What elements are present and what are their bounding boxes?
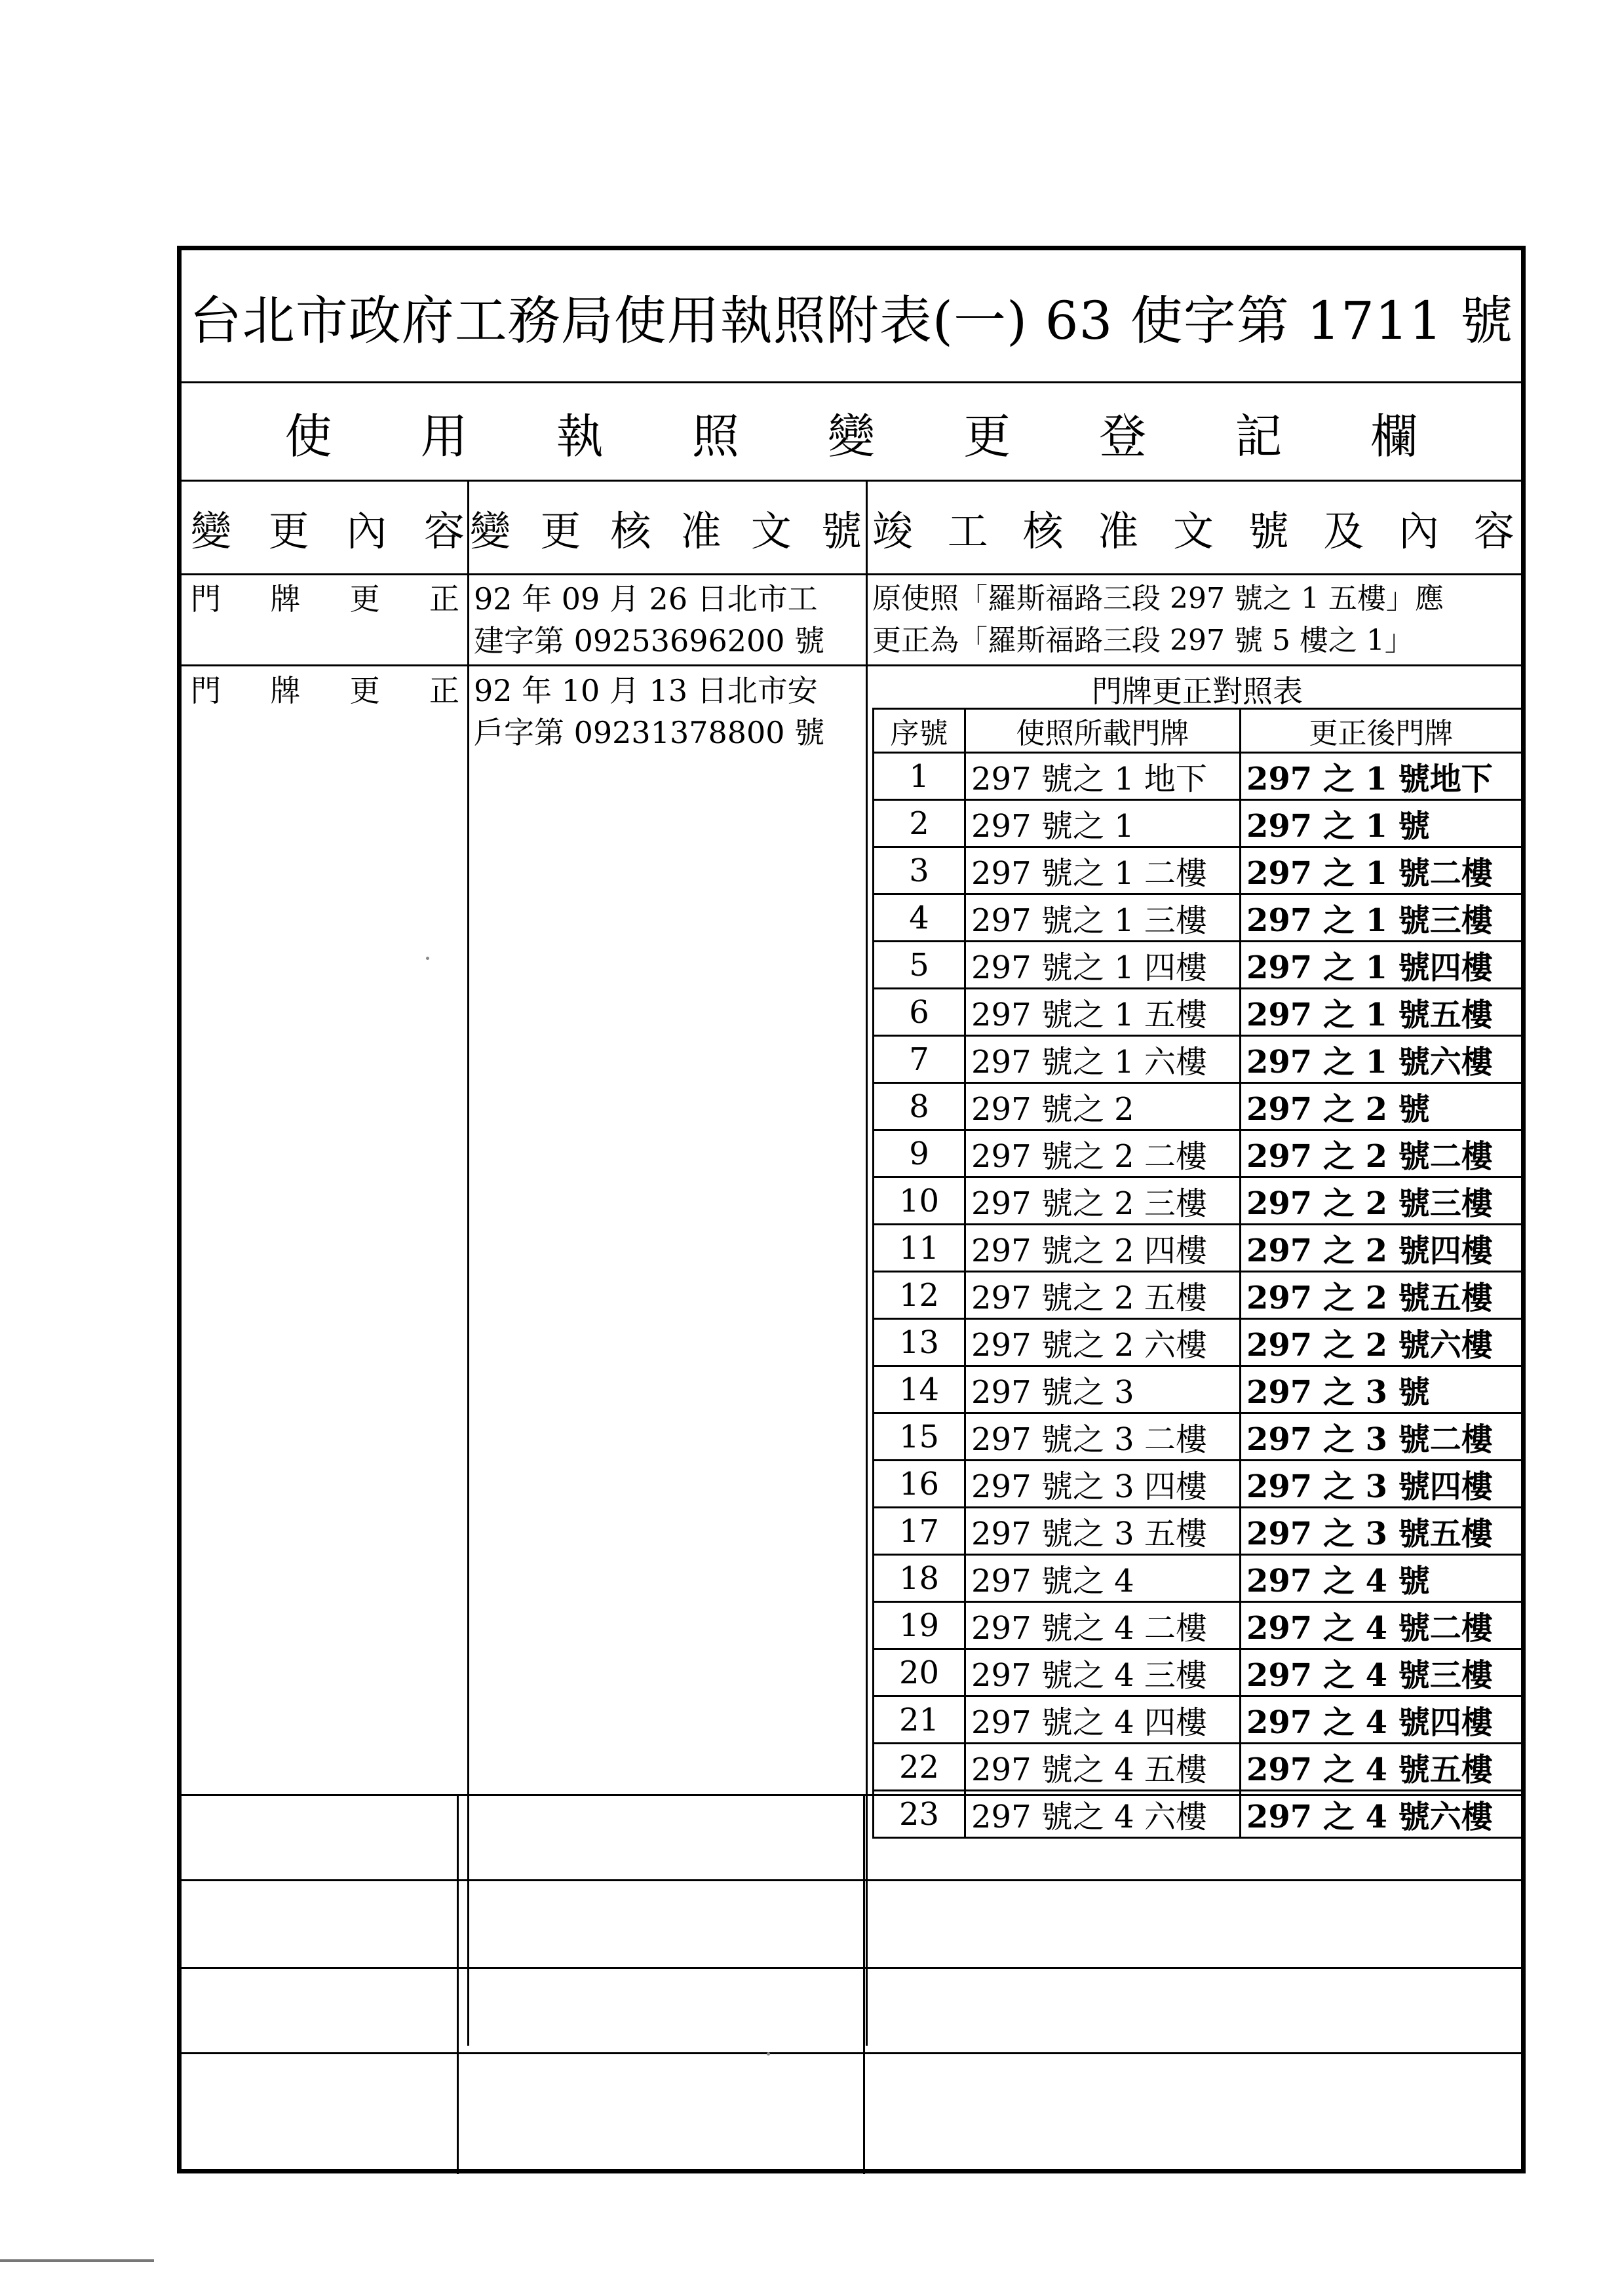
section-header-char: 登 bbox=[1099, 409, 1147, 464]
row-corrected-address: 297 之 3 號二樓 bbox=[1241, 1413, 1522, 1461]
header-char: 內 bbox=[1398, 507, 1440, 555]
header-char: 工 bbox=[947, 507, 988, 555]
row-corrected-address: 297 之 4 號 bbox=[1241, 1555, 1522, 1602]
row-corrected-address: 297 之 4 號四樓 bbox=[1241, 1696, 1522, 1744]
section-header-char: 記 bbox=[1235, 409, 1282, 464]
entry-char: 正 bbox=[429, 581, 459, 617]
row-original-address: 297 號之 1 六樓 bbox=[965, 1036, 1241, 1083]
header-char: 核 bbox=[1022, 507, 1064, 555]
divider bbox=[182, 664, 1521, 666]
column-header-approval-number bbox=[470, 482, 862, 573]
entry-char: 牌 bbox=[270, 581, 301, 617]
table-row bbox=[874, 1696, 1522, 1744]
row-index: 13 bbox=[874, 1319, 965, 1366]
section-header-char: 變 bbox=[827, 409, 875, 464]
row-index: 8 bbox=[874, 1083, 965, 1130]
row-original-address: 297 號之 2 四樓 bbox=[965, 1225, 1241, 1272]
row-index: 2 bbox=[874, 800, 965, 847]
row-index: 10 bbox=[874, 1177, 965, 1225]
row-original-address: 297 號之 4 六樓 bbox=[965, 1791, 1241, 1838]
row-corrected-address: 297 之 1 號五樓 bbox=[1241, 989, 1522, 1036]
header-char: 號 bbox=[1248, 507, 1289, 555]
table-row bbox=[874, 894, 1522, 942]
row-corrected-address: 297 之 1 號六樓 bbox=[1241, 1036, 1522, 1083]
row-original-address: 297 號之 4 三樓 bbox=[965, 1649, 1241, 1696]
entry-1-approval-line-1: 92 年 09 月 26 日北市工 bbox=[474, 581, 818, 617]
row-index: 21 bbox=[874, 1696, 965, 1744]
entry-1-completion-line-2: 更正為「羅斯福路三段 297 號 5 樓之 1」 bbox=[872, 624, 1414, 657]
entry-2-approval-line-1: 92 年 10 月 13 日北市安 bbox=[474, 673, 818, 708]
header-char: 文 bbox=[750, 507, 792, 555]
header-char: 竣 bbox=[872, 507, 914, 555]
row-original-address: 297 號之 4 bbox=[965, 1555, 1241, 1602]
row-corrected-address: 297 之 4 號五樓 bbox=[1241, 1744, 1522, 1791]
row-corrected-address: 297 之 1 號二樓 bbox=[1241, 847, 1522, 894]
section-header-char: 執 bbox=[556, 409, 604, 464]
row-index: 4 bbox=[874, 894, 965, 942]
row-corrected-address: 297 之 4 號二樓 bbox=[1241, 1602, 1522, 1649]
correction-table-title: 門牌更正對照表 bbox=[1092, 674, 1303, 709]
row-original-address: 297 號之 2 六樓 bbox=[965, 1319, 1241, 1366]
scan-speck bbox=[767, 2052, 770, 2056]
row-index: 12 bbox=[874, 1272, 965, 1319]
correction-table-header-row bbox=[874, 709, 1522, 753]
table-row bbox=[874, 800, 1522, 847]
entry-1-completion-line-1: 原使照「羅斯福路三段 297 號之 1 五樓」應 bbox=[872, 582, 1444, 615]
row-original-address: 297 號之 3 二樓 bbox=[965, 1413, 1241, 1461]
header-char: 文 bbox=[1172, 507, 1214, 555]
header-char: 及 bbox=[1323, 507, 1364, 555]
header-char: 核 bbox=[610, 507, 651, 555]
row-index: 15 bbox=[874, 1413, 965, 1461]
row-original-address: 297 號之 1 三樓 bbox=[965, 894, 1241, 942]
row-original-address: 297 號之 4 五樓 bbox=[965, 1744, 1241, 1791]
header-char: 變 bbox=[470, 507, 511, 555]
row-corrected-address: 297 之 1 號四樓 bbox=[1241, 942, 1522, 989]
table-row bbox=[874, 1602, 1522, 1649]
table-row bbox=[874, 942, 1522, 989]
row-original-address: 297 號之 2 三樓 bbox=[965, 1177, 1241, 1225]
section-header-char: 使 bbox=[284, 409, 332, 464]
row-original-address: 297 號之 1 五樓 bbox=[965, 989, 1241, 1036]
row-index: 5 bbox=[874, 942, 965, 989]
row-original-address: 297 號之 3 bbox=[965, 1366, 1241, 1413]
table-row bbox=[874, 1083, 1522, 1130]
column-divider bbox=[467, 480, 469, 2046]
section-header-char: 用 bbox=[420, 409, 468, 464]
row-index: 7 bbox=[874, 1036, 965, 1083]
table-row bbox=[874, 1649, 1522, 1696]
divider bbox=[182, 1879, 1521, 1881]
divider bbox=[182, 1967, 1521, 1969]
row-index: 22 bbox=[874, 1744, 965, 1791]
entry-char: 更 bbox=[349, 581, 380, 617]
row-index: 18 bbox=[874, 1555, 965, 1602]
section-header bbox=[182, 383, 1521, 482]
header-char: 號 bbox=[820, 507, 862, 555]
table-row bbox=[874, 1791, 1522, 1838]
row-corrected-address: 297 之 1 號三樓 bbox=[1241, 894, 1522, 942]
row-corrected-address: 297 之 2 號 bbox=[1241, 1083, 1522, 1130]
column-divider bbox=[866, 480, 868, 2046]
correction-table-body bbox=[874, 753, 1522, 1838]
row-original-address: 297 號之 3 四樓 bbox=[965, 1461, 1241, 1508]
divider bbox=[182, 1794, 1521, 1796]
row-index: 3 bbox=[874, 847, 965, 894]
divider bbox=[182, 573, 1521, 575]
header-char: 容 bbox=[1473, 507, 1514, 555]
table-row bbox=[874, 1508, 1522, 1555]
row-index: 1 bbox=[874, 753, 965, 800]
row-index: 11 bbox=[874, 1225, 965, 1272]
header-original-address: 使照所載門牌 bbox=[965, 709, 1241, 753]
column-divider bbox=[457, 1794, 459, 2174]
entry-1-content bbox=[191, 578, 459, 620]
row-index: 20 bbox=[874, 1649, 965, 1696]
table-row bbox=[874, 1130, 1522, 1177]
table-row bbox=[874, 1036, 1522, 1083]
column-divider bbox=[863, 1794, 865, 2174]
row-corrected-address: 297 之 2 號四樓 bbox=[1241, 1225, 1522, 1272]
header-char: 准 bbox=[1098, 507, 1139, 555]
row-original-address: 297 號之 2 bbox=[965, 1083, 1241, 1130]
license-form-frame bbox=[177, 246, 1526, 2173]
scan-speck bbox=[426, 957, 429, 960]
entry-char: 更 bbox=[349, 673, 380, 708]
table-row bbox=[874, 1319, 1522, 1366]
row-corrected-address: 297 之 2 號六樓 bbox=[1241, 1319, 1522, 1366]
table-row bbox=[874, 1555, 1522, 1602]
header-char: 更 bbox=[268, 507, 309, 555]
entry-1-approval-line-2: 建字第 09253696200 號 bbox=[474, 623, 825, 659]
correction-table bbox=[872, 708, 1523, 1839]
row-corrected-address: 297 之 2 號三樓 bbox=[1241, 1177, 1522, 1225]
header-char: 內 bbox=[346, 507, 387, 555]
table-row bbox=[874, 1366, 1522, 1413]
row-corrected-address: 297 之 4 號三樓 bbox=[1241, 1649, 1522, 1696]
entry-char: 門 bbox=[191, 581, 221, 617]
entry-char: 牌 bbox=[270, 673, 301, 708]
divider bbox=[182, 2052, 1521, 2054]
row-original-address: 297 號之 1 二樓 bbox=[965, 847, 1241, 894]
column-header-change-content bbox=[191, 482, 465, 573]
row-original-address: 297 號之 2 二樓 bbox=[965, 1130, 1241, 1177]
row-original-address: 297 號之 4 四樓 bbox=[965, 1696, 1241, 1744]
row-index: 9 bbox=[874, 1130, 965, 1177]
row-original-address: 297 號之 1 四樓 bbox=[965, 942, 1241, 989]
row-index: 14 bbox=[874, 1366, 965, 1413]
row-corrected-address: 297 之 3 號四樓 bbox=[1241, 1461, 1522, 1508]
row-original-address: 297 號之 1 地下 bbox=[965, 753, 1241, 800]
header-index: 序號 bbox=[874, 709, 965, 753]
row-index: 17 bbox=[874, 1508, 965, 1555]
row-index: 23 bbox=[874, 1791, 965, 1838]
row-original-address: 297 號之 1 bbox=[965, 800, 1241, 847]
table-row bbox=[874, 1413, 1522, 1461]
row-corrected-address: 297 之 1 號 bbox=[1241, 800, 1522, 847]
row-original-address: 297 號之 3 五樓 bbox=[965, 1508, 1241, 1555]
row-index: 6 bbox=[874, 989, 965, 1036]
row-index: 19 bbox=[874, 1602, 965, 1649]
table-row bbox=[874, 989, 1522, 1036]
row-index: 16 bbox=[874, 1461, 965, 1508]
header-char: 更 bbox=[540, 507, 581, 555]
table-row bbox=[874, 1177, 1522, 1225]
section-header-char: 更 bbox=[963, 409, 1011, 464]
column-header-completion bbox=[872, 482, 1514, 573]
row-corrected-address: 297 之 2 號二樓 bbox=[1241, 1130, 1522, 1177]
table-row bbox=[874, 753, 1522, 800]
entry-char: 門 bbox=[191, 673, 221, 708]
row-corrected-address: 297 之 4 號六樓 bbox=[1241, 1791, 1522, 1838]
header-char: 容 bbox=[423, 507, 465, 555]
header-char: 變 bbox=[191, 507, 232, 555]
row-corrected-address: 297 之 3 號 bbox=[1241, 1366, 1522, 1413]
row-corrected-address: 297 之 3 號五樓 bbox=[1241, 1508, 1522, 1555]
table-row bbox=[874, 1225, 1522, 1272]
table-row bbox=[874, 1461, 1522, 1508]
row-original-address: 297 號之 2 五樓 bbox=[965, 1272, 1241, 1319]
header-char: 准 bbox=[680, 507, 722, 555]
section-header-char: 欄 bbox=[1370, 409, 1418, 464]
entry-2-approval-line-2: 戶字第 09231378800 號 bbox=[474, 715, 825, 750]
table-row bbox=[874, 847, 1522, 894]
table-row bbox=[874, 1272, 1522, 1319]
header-corrected-address: 更正後門牌 bbox=[1241, 709, 1522, 753]
table-row bbox=[874, 1744, 1522, 1791]
page-title: 台北市政府工務局使用執照附表(一) 63 使字第 1711 號 bbox=[189, 290, 1514, 351]
section-header-char: 照 bbox=[691, 409, 739, 464]
row-original-address: 297 號之 4 二樓 bbox=[965, 1602, 1241, 1649]
scan-mark bbox=[0, 2259, 154, 2262]
entry-2-content bbox=[191, 670, 459, 712]
entry-char: 正 bbox=[429, 673, 459, 708]
row-corrected-address: 297 之 1 號地下 bbox=[1241, 753, 1522, 800]
row-corrected-address: 297 之 2 號五樓 bbox=[1241, 1272, 1522, 1319]
